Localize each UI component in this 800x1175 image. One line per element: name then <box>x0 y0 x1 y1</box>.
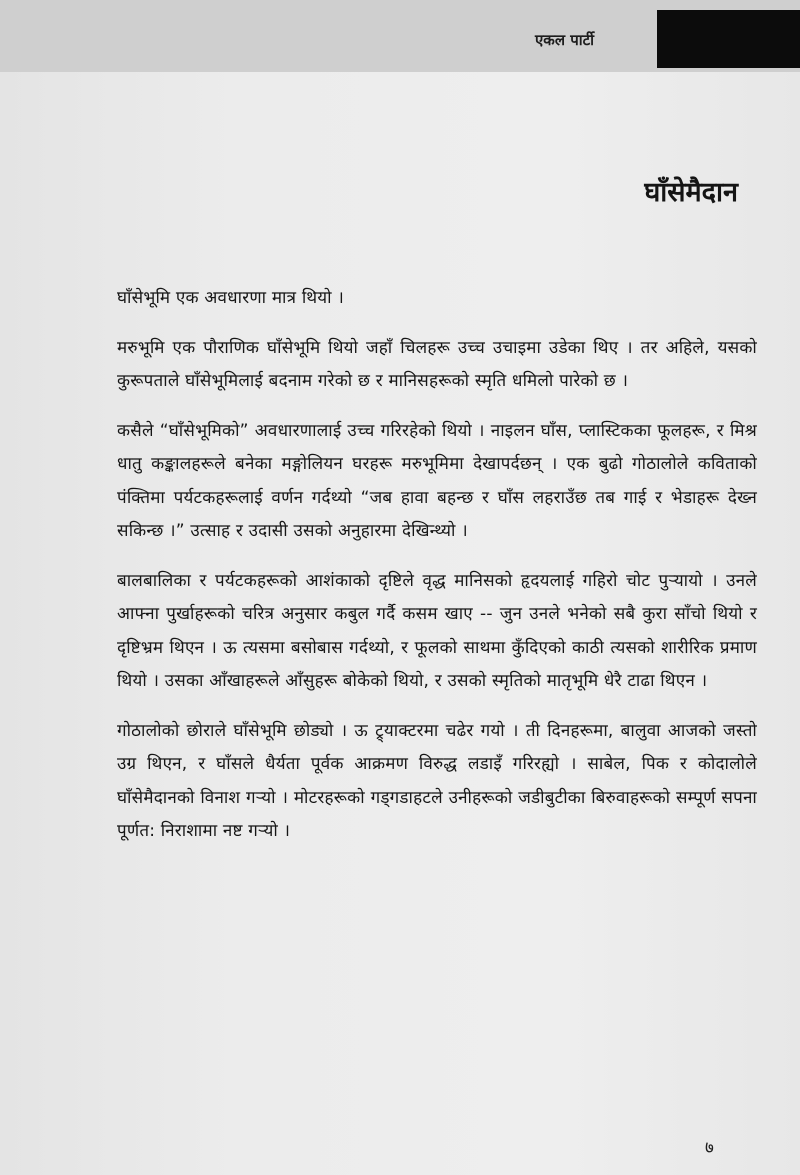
page-number: ७ <box>705 1138 714 1158</box>
body-text <box>117 282 757 865</box>
paragraph-1: घाँसेभूमि एक अवधारणा मात्र थियो । <box>117 288 345 308</box>
paragraph-3: कसैले “घाँसेभूमिको” अवधारणालाई उच्च गरिरहेको थियो । नाइलन घाँस, प्लास्टिकका फूलहरू, र मिश्र धातु कङ्कालहरूले बनेका मङ्गोलियन घरहरू मरुभूमिमा देखापर्दछन् । एक बुढो गोठालोले कविताको पंक्तिमा पर्यटकहरूलाई वर्णन गर्दथ्यो “जब हावा बहन्छ र घाँस लहराउँछ तब गाई र भेडाहरू देख्न सकिन्छ ।” उत्साह र उदासी उसको अनुहारमा देखिन्थ्यो । <box>117 420 757 541</box>
header-black-block <box>657 10 800 68</box>
running-header: एकल पार्टी <box>535 31 595 49</box>
paragraph-5: गोठालोको छोराले घाँसेभूमि छोड्यो । ऊ ट्र्याक्टरमा चढेर गयो । ती दिनहरूमा, बालुवा आजको जस्तो उग्र थिएन, र घाँसले धैर्यता पूर्वक आक्रमण विरुद्ध लडाइँ गरिरह्यो । साबेल, पिक र कोदालोले घाँसेमैदानको विनाश गर्‍यो । मोटरहरूको गड्गडाहटले उनीहरूको जडीबुटीका बिरुवाहरूको सम्पूर्ण सपना पूर्णत: निराशामा नष्ट गर्‍यो । <box>117 720 757 841</box>
paragraph-2: मरुभूमि एक पौराणिक घाँसेभूमि थियो जहाँ चिलहरू उच्च उचाइमा उडेका थिए । तर अहिले, यसको कुरूपताले घाँसेभूमिलाई बदनाम गरेको छ र मानिसहरूको स्मृति धमिलो पारेको छ । <box>117 337 757 391</box>
paragraph-4: बालबालिका र पर्यटकहरूको आशंकाको दृष्टिले वृद्ध मानिसको हृदयलाई गहिरो चोट पुर्‍यायो । उनले आफ्ना पुर्खाहरूको चरित्र अनुसार कबुल गर्दै कसम खाए -- जुन उनले भनेको सबै कुरा साँचो थियो र दृष्टिभ्रम थिएन । ऊ त्यसमा बसोबास गर्दथ्यो, र फूलको साथमा कुँदिएको काठी त्यसको शारीरिक प्रमाण थियो । उसका आँखाहरूले आँसुहरू बोकेको थियो, र उसको स्मृतिको मातृभूमि धेरै टाढा थिएन । <box>117 570 757 691</box>
chapter-title: घाँसेमैदान <box>644 177 738 208</box>
